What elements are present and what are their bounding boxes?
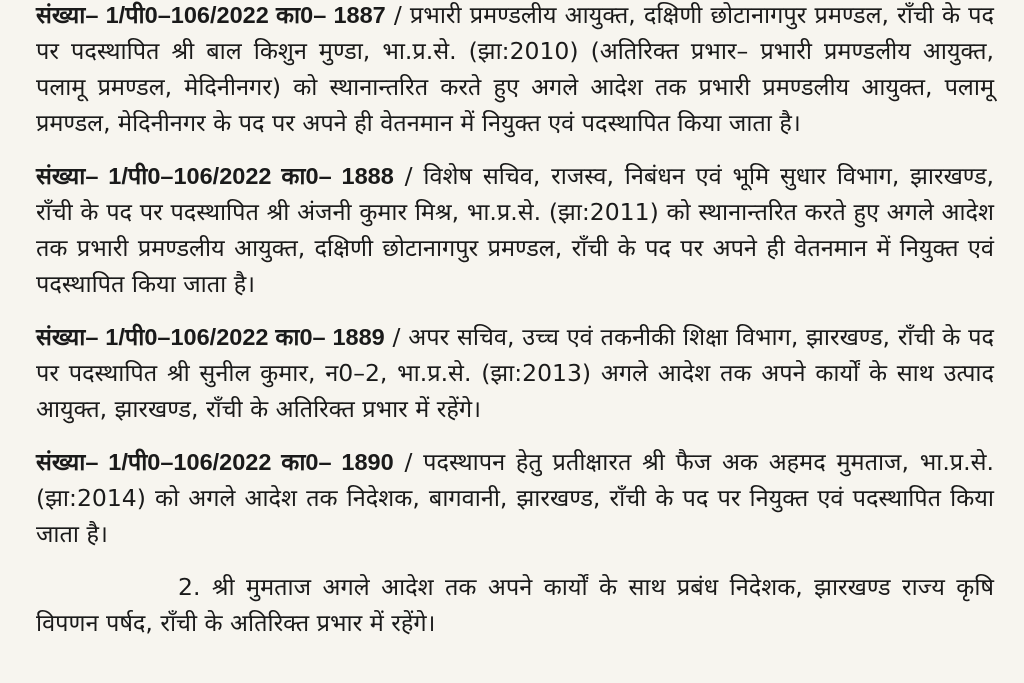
- order-number: संख्या– 1/पी0–106/2022 का0– 1888: [36, 163, 394, 189]
- order-paragraph-1889: [36, 319, 994, 427]
- order-paragraph-1888: [36, 158, 994, 302]
- additional-note-paragraph: [36, 569, 994, 641]
- note-text: 2. श्री मुमताज अगले आदेश तक अपने कार्यों के साथ प्रबंध निदेशक, झारखण्ड राज्य कृषि विपणन पर्षद, राँची के अतिरिक्त प्रभार में रहेंगे।: [36, 573, 994, 637]
- order-text: विशेष सचिव, राजस्व, निबंधन एवं भूमि सुधार विभाग, झारखण्ड, राँची के पद पर पदस्थापित श्री अंजनी कुमार मिश्र, भा.प्र.से. (झा:2011) को स्थानान्तरित करते हुए अगले आदेश तक प्रभारी प्रमण्डलीय आयुक्त, दक्षिणी छोटानागपुर प्रमण्डल, राँची के पद पर अपने ही वेतनमान में नियुक्त एवं पदस्थापित किया जाता है।: [36, 162, 995, 298]
- order-number: संख्या– 1/पी0–106/2022 का0– 1887: [36, 2, 386, 28]
- order-paragraph-1887: [36, 0, 994, 141]
- order-separator: /: [385, 1, 410, 29]
- order-number: संख्या– 1/पी0–106/2022 का0– 1890: [36, 449, 394, 475]
- order-separator: /: [393, 162, 424, 190]
- order-separator: /: [384, 323, 409, 351]
- order-number: संख्या– 1/पी0–106/2022 का0– 1889: [36, 324, 385, 350]
- order-paragraph-1890: [36, 444, 994, 552]
- order-text: अपर सचिव, उच्च एवं तकनीकी शिक्षा विभाग, झारखण्ड, राँची के पद पर पदस्थापित श्री सुनील कुमार, न0–2, भा.प्र.से. (झा:2013) अगले आदेश तक अपने कार्यों के साथ उत्पाद आयुक्त, झारखण्ड, राँची के अतिरिक्त प्रभार में रहेंगे।: [36, 323, 995, 423]
- order-text: पदस्थापन हेतु प्रतीक्षारत श्री फैज अक अहमद मुमताज, भा.प्र.से. (झा:2014) को अगले आदेश तक निदेशक, बागवानी, झारखण्ड, राँची के पद पर नियुक्त एवं पदस्थापित किया जाता है।: [36, 448, 995, 548]
- order-text: प्रभारी प्रमण्डलीय आयुक्त, दक्षिणी छोटानागपुर प्रमण्डल, राँची के पद पर पदस्थापित श्री बाल किशुन मुण्डा, भा.प्र.से. (झा:2010) (अतिरिक्त प्रभार– प्रभारी प्रमण्डलीय आयुक्त, पलामू प्रमण्डल, मेदिनीनगर) को स्थानान्तरित करते हुए अगले आदेश तक प्रभारी प्रमण्डलीय आयुक्त, पलामू प्रमण्डल, मेदिनीनगर के पद पर अपने ही वेतनमान में नियुक्त एवं पदस्थापित किया जाता है।: [36, 1, 994, 137]
- order-separator: /: [393, 448, 424, 476]
